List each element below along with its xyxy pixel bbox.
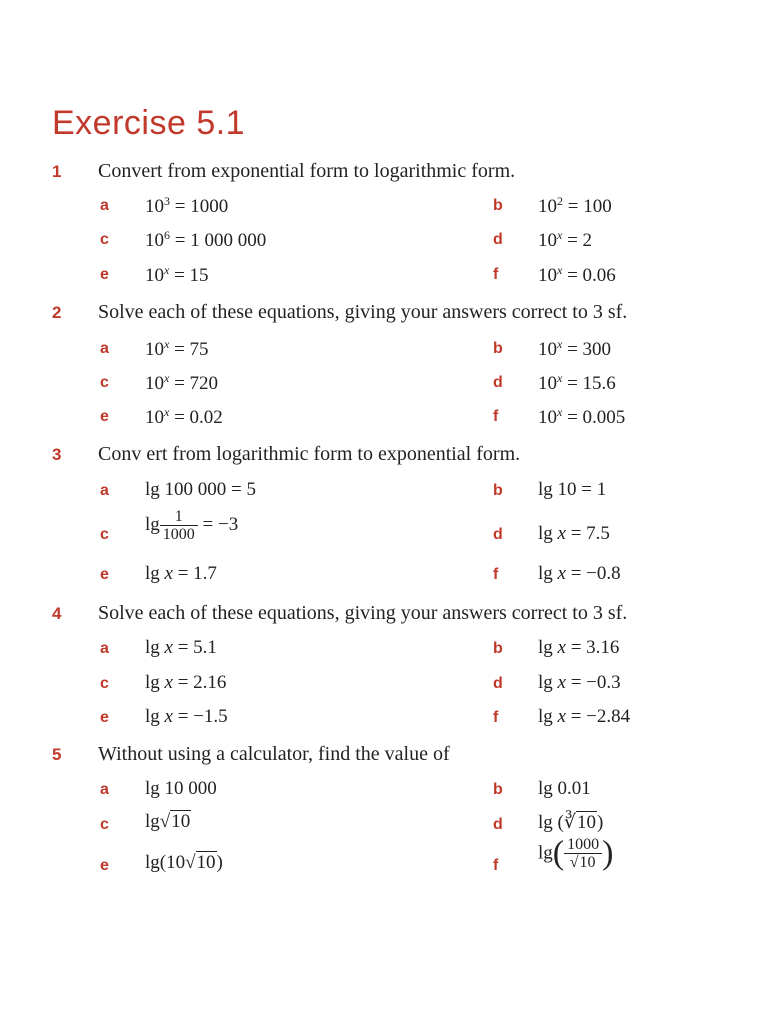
question-prompt: Without using a calculator, find the value of bbox=[98, 743, 450, 765]
part-label: d bbox=[493, 374, 503, 391]
part-expression: $10^x = 15$ bbox=[145, 263, 209, 286]
part-expression: lg x = −0.8 bbox=[538, 563, 621, 584]
square-root: √10 bbox=[159, 811, 191, 832]
part-expression: $10^2 = 100$ bbox=[538, 194, 612, 217]
part-label: e bbox=[100, 266, 109, 283]
part-label: c bbox=[100, 374, 109, 391]
part-label: c bbox=[100, 675, 109, 692]
part-label: f bbox=[493, 566, 499, 583]
part-expression: lg( $\frac{1000}{√10}$ ) bbox=[538, 834, 614, 872]
part-expression: $10^x = 720$ bbox=[145, 371, 219, 394]
part-label: f bbox=[493, 857, 499, 874]
question-prompt: Solve each of these equations, giving your answers correct to 3 sf. bbox=[98, 602, 628, 624]
part-expression: $10^x = 300$ bbox=[538, 337, 612, 360]
part-label: d bbox=[493, 816, 503, 833]
part-label: e bbox=[100, 408, 109, 425]
part-expression: lg 0.01 bbox=[538, 778, 591, 799]
part-expression: lg x = −1.5 bbox=[145, 706, 228, 727]
question-prompt: Conv ert from logarithmic form to exponential form. bbox=[98, 443, 521, 465]
part-label: d bbox=[493, 526, 503, 543]
part-label: a bbox=[100, 197, 109, 214]
part-label: b bbox=[493, 781, 503, 798]
question-number: 5 bbox=[52, 745, 62, 764]
part-label: f bbox=[493, 709, 499, 726]
part-expression: $10^x = 75$ bbox=[145, 337, 209, 360]
part-label: b bbox=[493, 340, 503, 357]
part-expression: lg(10√10) bbox=[145, 852, 223, 873]
part-expression: lg (∛10) bbox=[538, 812, 604, 833]
part-expression: $10^x = 15.6$ bbox=[538, 371, 616, 394]
part-label: c bbox=[100, 231, 109, 248]
part-label: b bbox=[493, 482, 503, 499]
part-label: f bbox=[493, 408, 499, 425]
question-number: 4 bbox=[52, 604, 62, 623]
question-number: 2 bbox=[52, 303, 62, 322]
part-label: a bbox=[100, 640, 109, 657]
part-expression: $10^x = 0.005$ bbox=[538, 405, 626, 428]
part-label: d bbox=[493, 231, 503, 248]
part-label: b bbox=[493, 197, 503, 214]
square-root: √10 bbox=[569, 854, 596, 871]
part-label: d bbox=[493, 675, 503, 692]
question-number: 3 bbox=[52, 445, 62, 464]
question-number: 1 bbox=[52, 162, 62, 181]
part-expression: lg $\frac{1}{1000}$ = −3 bbox=[145, 508, 239, 543]
part-label: a bbox=[100, 781, 109, 798]
part-label: b bbox=[493, 640, 503, 657]
part-label: a bbox=[100, 482, 109, 499]
part-expression: lg 100 000 = 5 bbox=[145, 479, 256, 500]
part-label: f bbox=[493, 266, 499, 283]
part-expression: lg x = 7.5 bbox=[538, 523, 610, 544]
part-expression: $10^x = 2$ bbox=[538, 228, 593, 251]
part-expression: $10^x = 0.02$ bbox=[145, 405, 223, 428]
part-label: a bbox=[100, 340, 109, 357]
part-label: e bbox=[100, 566, 109, 583]
cube-root: ∛10 bbox=[563, 812, 596, 833]
part-label: c bbox=[100, 816, 109, 833]
part-expression: lg x = 3.16 bbox=[538, 637, 620, 658]
square-root: √10 bbox=[185, 852, 216, 873]
part-label: e bbox=[100, 857, 109, 874]
part-expression: $10^6 = 1$ 000 000 bbox=[145, 228, 267, 251]
part-expression: $10^x = 0.06$ bbox=[538, 263, 616, 286]
part-expression: lg√10 bbox=[145, 811, 191, 832]
exercise-title: Exercise 5.1 bbox=[52, 104, 246, 142]
part-expression: lg x = 5.1 bbox=[145, 637, 217, 658]
part-expression: lg x = −0.3 bbox=[538, 672, 621, 693]
part-expression: lg 10 000 bbox=[145, 778, 217, 799]
part-expression: $10^3 = 1000$ bbox=[145, 194, 229, 217]
part-expression: lg 10 = 1 bbox=[538, 479, 607, 500]
part-label: c bbox=[100, 526, 109, 543]
fraction: $\frac{1000}{√10}$ bbox=[564, 836, 602, 871]
question-prompt: Solve each of these equations, giving your answers correct to 3 sf. bbox=[98, 301, 628, 323]
part-label: e bbox=[100, 709, 109, 726]
part-expression: lg x = −2.84 bbox=[538, 706, 631, 727]
part-expression: lg x = 2.16 bbox=[145, 672, 227, 693]
part-expression: lg x = 1.7 bbox=[145, 563, 217, 584]
question-prompt: Convert from exponential form to logarithmic form. bbox=[98, 160, 516, 182]
fraction: $\frac{1}{1000}$ bbox=[160, 508, 198, 543]
